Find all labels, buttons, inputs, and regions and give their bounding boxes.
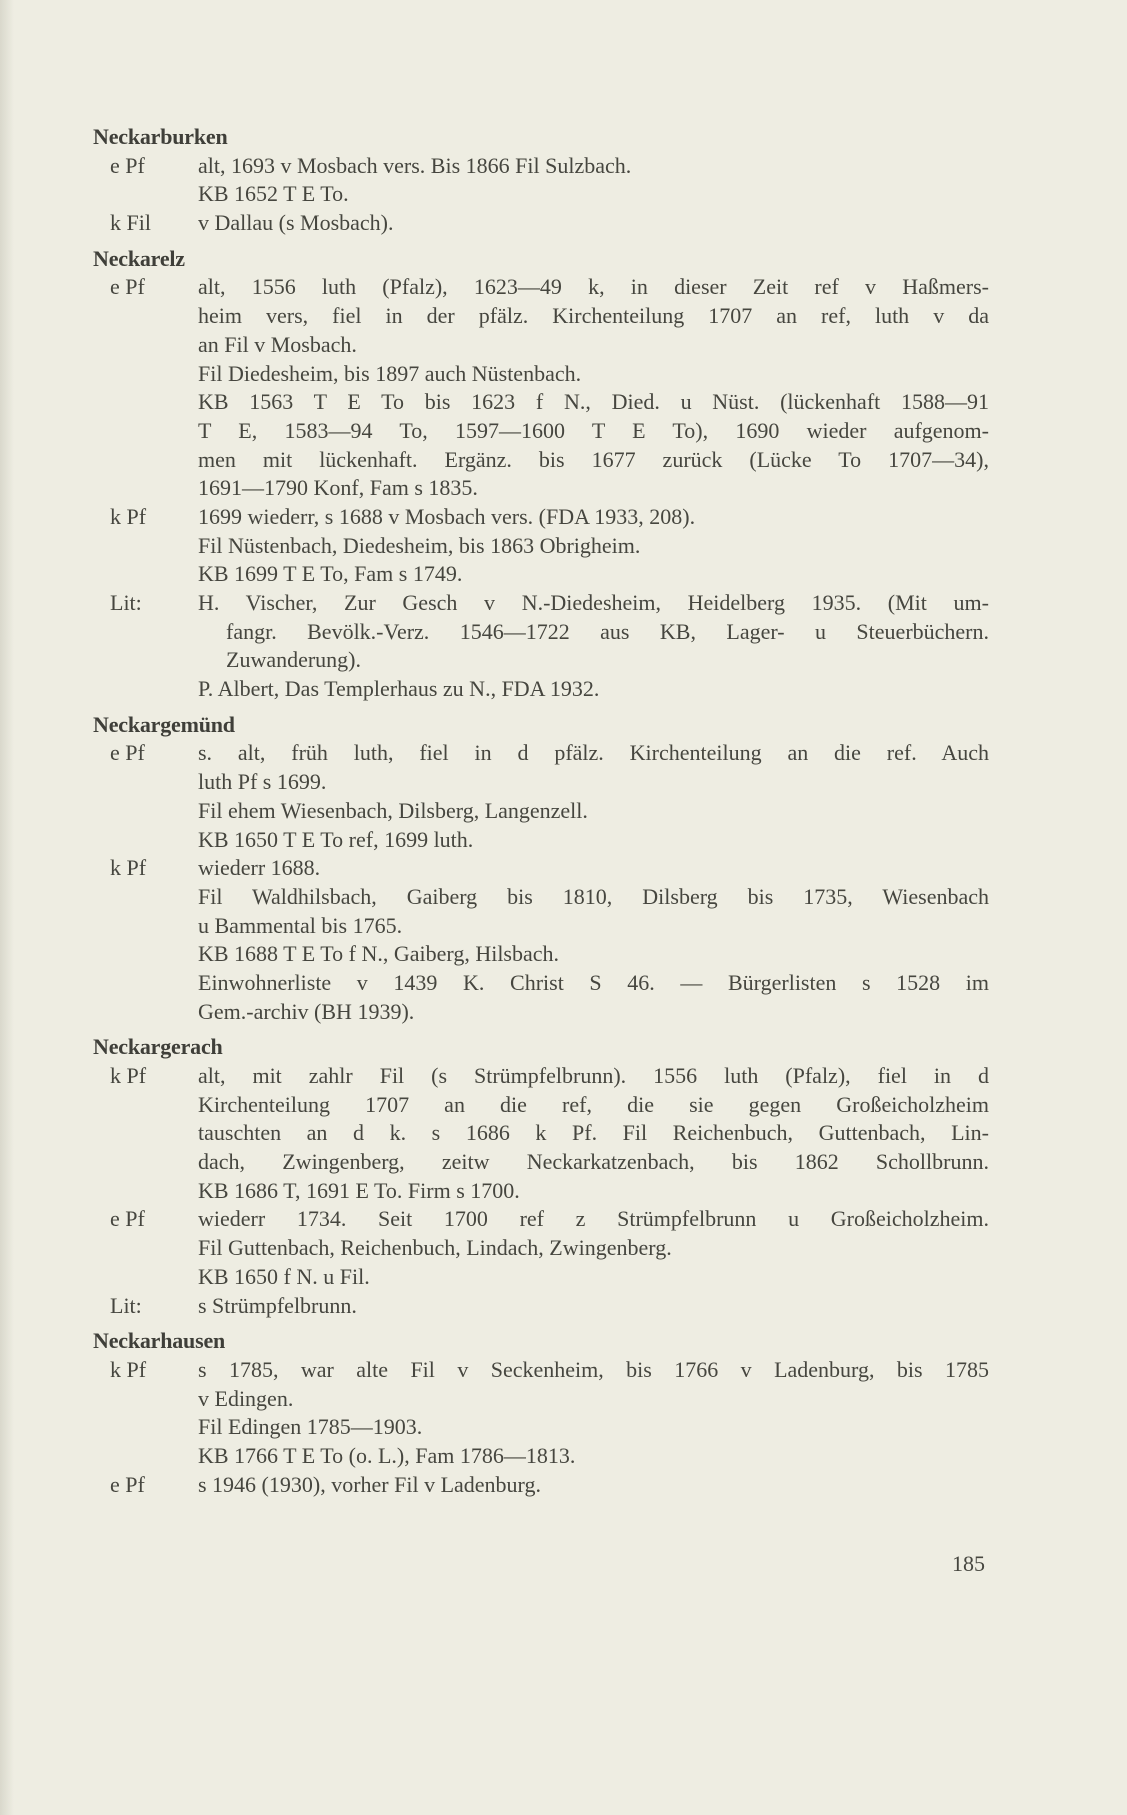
- entry-text: s 1946 (1930), vorher Fil v Ladenburg.: [198, 1471, 541, 1497]
- entry-text: 1691—1790 Konf, Fam s 1835.: [198, 475, 478, 501]
- entry-line: [93, 854, 989, 883]
- entry-type-label: k Pf: [110, 1356, 147, 1382]
- entry-type-label: e Pf: [110, 152, 145, 178]
- entry-line: [93, 768, 989, 797]
- entry-text: u Bammental bis 1765.: [198, 912, 403, 938]
- entry-line: [93, 1471, 989, 1500]
- entry-line: [93, 446, 989, 475]
- entry-line: [93, 1356, 989, 1385]
- entry-line: [93, 675, 989, 704]
- page-edge-shadow: [0, 0, 14, 1815]
- entry-line: [93, 1177, 989, 1206]
- entry-text: s Strümpfelbrunn.: [198, 1292, 357, 1318]
- entry-type-label: k Pf: [110, 503, 147, 529]
- entry-line: [93, 331, 989, 360]
- entry-line: [93, 417, 989, 446]
- entry-line: [93, 1148, 989, 1177]
- entry-text: P. Albert, Das Templerhaus zu N., FDA 1932.: [198, 676, 600, 702]
- entry-line: [93, 209, 989, 238]
- entry-line: [93, 998, 989, 1027]
- entry-line: [93, 883, 989, 912]
- place-heading: Neckargerach: [93, 1034, 223, 1060]
- entry-line: [93, 360, 989, 389]
- entry-line: [93, 474, 989, 503]
- entry-text: 1699 wiederr, s 1688 v Mosbach vers. (FDA 1933, 208).: [198, 503, 696, 529]
- entry-text: KB 1699 T E To, Fam s 1749.: [198, 561, 463, 587]
- entry-text: men mit lückenhaft. Ergänz. bis 1677 zurück (Lücke To 1707—34),: [198, 446, 989, 472]
- entry-line: [93, 618, 989, 647]
- entry-text: Fil Diedesheim, bis 1897 auch Nüstenbach.: [198, 360, 582, 386]
- entry-text: v Edingen.: [198, 1385, 294, 1411]
- entry-text: T E, 1583—94 To, 1597—1600 T E To), 1690 wieder aufgenom-: [198, 417, 989, 443]
- entry-text: KB 1650 f N. u Fil.: [198, 1263, 370, 1289]
- entry-line: [93, 388, 989, 417]
- entry-text: v Dallau (s Mosbach).: [198, 210, 394, 236]
- entry-text: KB 1650 T E To ref, 1699 luth.: [198, 826, 474, 852]
- place-heading: Neckargemünd: [93, 711, 235, 737]
- place-heading: Neckarelz: [93, 245, 185, 271]
- entry-text: Fil Edingen 1785—1903.: [198, 1414, 423, 1440]
- entry-type-label: e Pf: [110, 1206, 145, 1232]
- entry-text: alt, 1556 luth (Pfalz), 1623—49 k, in dieser Zeit ref v Haßmers-: [198, 274, 989, 300]
- entry-text: s. alt, früh luth, fiel in d pfälz. Kirchenteilung an die ref. Auch: [198, 740, 989, 766]
- entry-text: tauschten an d k. s 1686 k Pf. Fil Reichenbuch, Guttenbach, Lin-: [198, 1120, 989, 1146]
- entry-line: [93, 1292, 989, 1321]
- entry-text: Fil ehem Wiesenbach, Dilsberg, Langenzell.: [198, 797, 588, 823]
- entry-type-label: k Pf: [110, 855, 147, 881]
- entry-line: [93, 1205, 989, 1234]
- page-number: 185: [952, 1551, 985, 1576]
- entry-text: KB 1766 T E To (o. L.), Fam 1786—1813.: [198, 1442, 576, 1468]
- entry-type-label: k Fil: [110, 210, 151, 236]
- gazetteer-entries: [93, 123, 989, 1499]
- entry-line: [93, 1119, 989, 1148]
- entry-text: an Fil v Mosbach.: [198, 331, 357, 357]
- entry-line: [93, 1442, 989, 1471]
- entry-text: Fil Guttenbach, Reichenbuch, Lindach, Zwingenberg.: [198, 1235, 672, 1261]
- entry-text: s 1785, war alte Fil v Seckenheim, bis 1766 v Ladenburg, bis 1785: [198, 1356, 989, 1382]
- entry-text: wiederr 1688.: [198, 855, 321, 881]
- entry-text: heim vers, fiel in der pfälz. Kirchenteilung 1707 an ref, luth v da: [198, 303, 989, 329]
- entry-text: KB 1688 T E To f N., Gaiberg, Hilsbach.: [198, 941, 560, 967]
- entry-line: [93, 826, 989, 855]
- place-heading: Neckarhausen: [93, 1328, 226, 1354]
- entry-line: [93, 589, 989, 618]
- entry-line: [93, 532, 989, 561]
- entry-text: KB 1563 T E To bis 1623 f N., Died. u Nüst. (lückenhaft 1588—91: [198, 389, 989, 415]
- entry-text: Fil Waldhilsbach, Gaiberg bis 1810, Dilsberg bis 1735, Wiesenbach: [198, 883, 989, 909]
- entry-line: [93, 1263, 989, 1292]
- entry-text: Gem.-archiv (BH 1939).: [198, 998, 415, 1024]
- entry-text: KB 1652 T E To.: [198, 181, 349, 207]
- entry-text: Fil Nüstenbach, Diedesheim, bis 1863 Obrigheim.: [198, 532, 641, 558]
- entry-line: [93, 1234, 989, 1263]
- entry-line: [93, 1413, 989, 1442]
- entry-text: wiederr 1734. Seit 1700 ref z Strümpfelbrunn u Großeicholzheim.: [198, 1206, 989, 1232]
- entry-text: Zuwanderung).: [226, 647, 362, 673]
- entry-line: [93, 302, 989, 331]
- entry-line: [93, 180, 989, 209]
- entry-line: [93, 1385, 989, 1414]
- entry-type-label: e Pf: [110, 1471, 145, 1497]
- entry-text: alt, 1693 v Mosbach vers. Bis 1866 Fil Sulzbach.: [198, 152, 632, 178]
- entry-line: [93, 152, 989, 181]
- entry-text: luth Pf s 1699.: [198, 769, 327, 795]
- entry-text: Kirchenteilung 1707 an die ref, die sie gegen Großeicholzheim: [198, 1091, 989, 1117]
- place-heading: Neckarburken: [93, 124, 228, 149]
- entry-line: [93, 646, 989, 675]
- entry-type-label: Lit:: [110, 590, 142, 615]
- entry-line: [93, 969, 989, 998]
- entry-line: [93, 1062, 989, 1091]
- entry-line: [93, 273, 989, 302]
- entry-type-label: e Pf: [110, 740, 145, 766]
- entry-text: Einwohnerliste v 1439 K. Christ S 46. — Bürgerlisten s 1528 im: [198, 969, 989, 995]
- entry-line: [93, 560, 989, 589]
- entry-text: alt, mit zahlr Fil (s Strümpfelbrunn). 1556 luth (Pfalz), fiel in d: [198, 1063, 989, 1088]
- entry-line: [93, 912, 989, 941]
- entry-text: H. Vischer, Zur Gesch v N.-Diedesheim, Heidelberg 1935. (Mit um-: [198, 590, 989, 615]
- entry-type-label: Lit:: [110, 1292, 142, 1318]
- entry-line: [93, 940, 989, 969]
- entry-type-label: e Pf: [110, 274, 145, 300]
- entry-text: KB 1686 T, 1691 E To. Firm s 1700.: [198, 1177, 520, 1203]
- entry-line: [93, 503, 989, 532]
- entry-text: fangr. Bevölk.-Verz. 1546—1722 aus KB, Lager- u Steuerbüchern.: [226, 618, 989, 644]
- entry-line: [93, 739, 989, 768]
- entry-line: [93, 797, 989, 826]
- entry-line: [93, 1091, 989, 1120]
- entry-text: dach, Zwingenberg, zeitw Neckarkatzenbach, bis 1862 Schollbrunn.: [198, 1149, 989, 1175]
- entry-type-label: k Pf: [110, 1063, 147, 1088]
